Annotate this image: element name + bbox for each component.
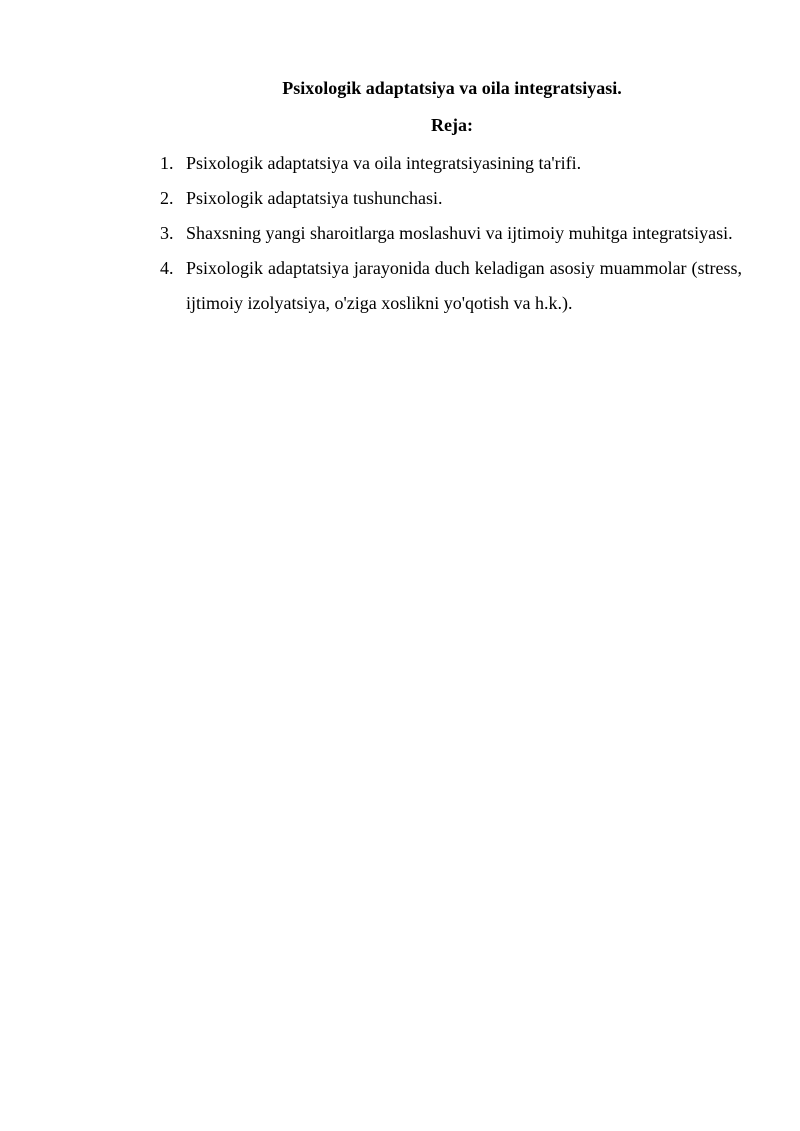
plan-item-number: 2. — [160, 188, 174, 208]
plan-item-number: 4. — [160, 258, 174, 278]
plan-heading: Reja: — [431, 115, 473, 135]
document-title: Psixologik adaptatsiya va oila integratsiyasi. — [282, 78, 622, 98]
plan-item-text: Psixologik adaptatsiya jarayonida duch keladigan asosiy muammolar (stress, ijtimoiy izolyatsiya, o'ziga xoslikni yo'qotish va h.k.). — [186, 258, 742, 313]
plan-item-4 — [160, 251, 742, 321]
plan-item-text: Psixologik adaptatsiya va oila integratsiyasining ta'rifi. — [186, 153, 582, 173]
plan-item-text: Shaxsning yangi sharoitlarga moslashuvi va ijtimoiy muhitga integratsiyasi. — [186, 223, 733, 243]
plan-item-2 — [160, 181, 742, 216]
plan-item-1 — [160, 146, 742, 181]
plan-item-number: 3. — [160, 223, 174, 243]
plan-item-number: 1. — [160, 153, 174, 173]
plan-list — [160, 146, 742, 321]
plan-item-3 — [160, 216, 742, 251]
plan-item-text: Psixologik adaptatsiya tushunchasi. — [186, 188, 443, 208]
